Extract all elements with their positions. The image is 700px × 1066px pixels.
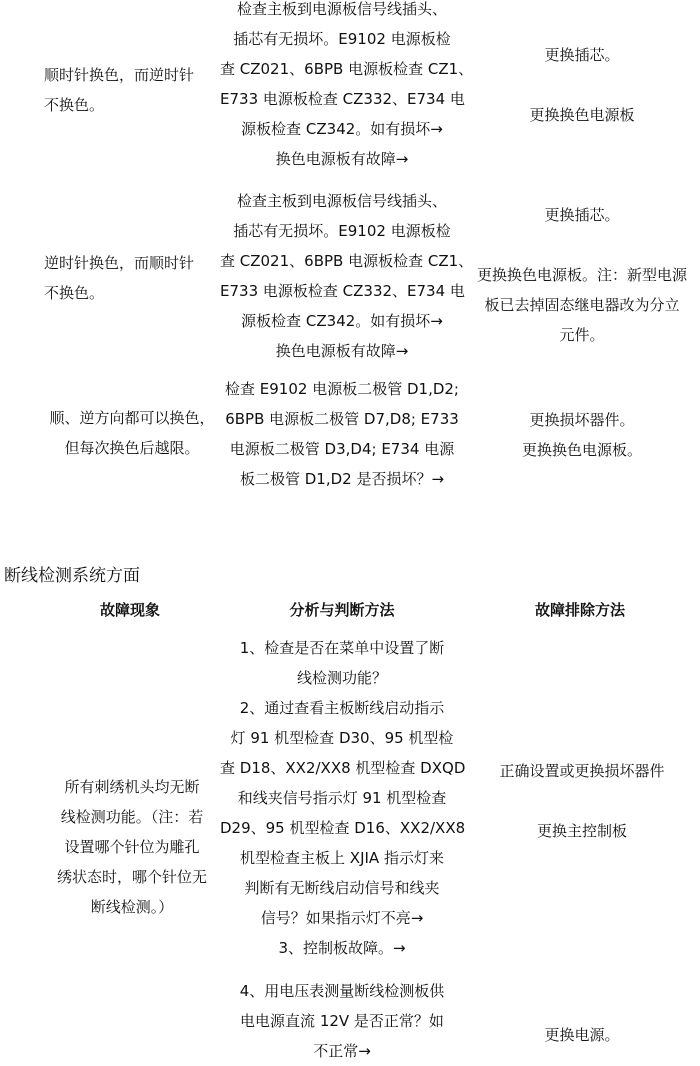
fix-cell: 更换损坏器件。 更换换色电源板。: [521, 411, 642, 459]
symptom-cell: 所有刺绣机头均无断 线检测功能。（注：若 设置哪个针位为雕孔 绣状态时，哪个针位无 断线检测。）: [56, 778, 207, 916]
symptom-cell: 逆时针换色，而顺时针 不换色。: [44, 254, 195, 302]
section-title: 断线检测系统方面: [4, 566, 140, 586]
table-header: [0, 596, 700, 624]
fix-cell: 更换插芯。 更换换色电源板。注：新型电源 板已去掉固态继电器改为分立 元件。: [476, 206, 687, 344]
header-symptom: 故障现象: [99, 601, 160, 619]
header-analysis: 分析与判断方法: [289, 601, 395, 619]
fix-cell: 正确设置或更换损坏器件 更换主控制板: [499, 762, 665, 840]
analysis-cell: 检查主板到电源板信号线插头、 插芯有无损坏。E9102 电源板检 查 CZ021、6BPB 电源板检查 CZ1、 E733 电源板检查 CZ332、E734 电 源板检查 CZ342。如有损坏→ 换色电源板有故障→: [220, 192, 474, 360]
analysis-cell: 1、检查是否在菜单中设置了断 线检测功能？ 2、通过查看主板断线启动指示 灯 91 机型检查 D30、95 机型检 查 D18、XX2/XX8 机型检查 DXQD 和线夹信号指示灯 91 机型检查 D29、95 机型检查 D16、XX2/XX8 机型检查主板上 XJIA 指示灯来 判断有无断线启动信号和线夹 信号？如果指示灯不亮→ 3、控制板故障。→: [220, 639, 466, 957]
header-fix: 故障排除方法: [534, 601, 625, 619]
fix-cell: 更换插芯。 更换换色电源板: [529, 46, 635, 124]
analysis-cell: 检查 E9102 电源板二极管 D1,D2; 6BPB 电源板二极管 D7,D8; E733 电源板二极管 D3,D4; E734 电源 板二极管 D1,D2 是否损坏？→: [225, 380, 459, 488]
symptom-cell: 顺时针换色，而逆时针 不换色。: [44, 66, 195, 114]
symptom-cell: 顺、逆方向都可以换色， 但每次换色后越限。: [49, 409, 215, 457]
fix-cell: 更换电源。: [544, 1026, 620, 1044]
analysis-cell: 检查主板到电源板信号线插头、 插芯有无损坏。E9102 电源板检 查 CZ021、6BPB 电源板检查 CZ1、 E733 电源板检查 CZ332、E734 电 源板检查 CZ342。如有损坏→ 换色电源板有故障→: [220, 0, 474, 168]
analysis-cell: 4、用电压表测量断线检测板供 电电源直流 12V 是否正常？如 不正常→: [239, 982, 445, 1060]
